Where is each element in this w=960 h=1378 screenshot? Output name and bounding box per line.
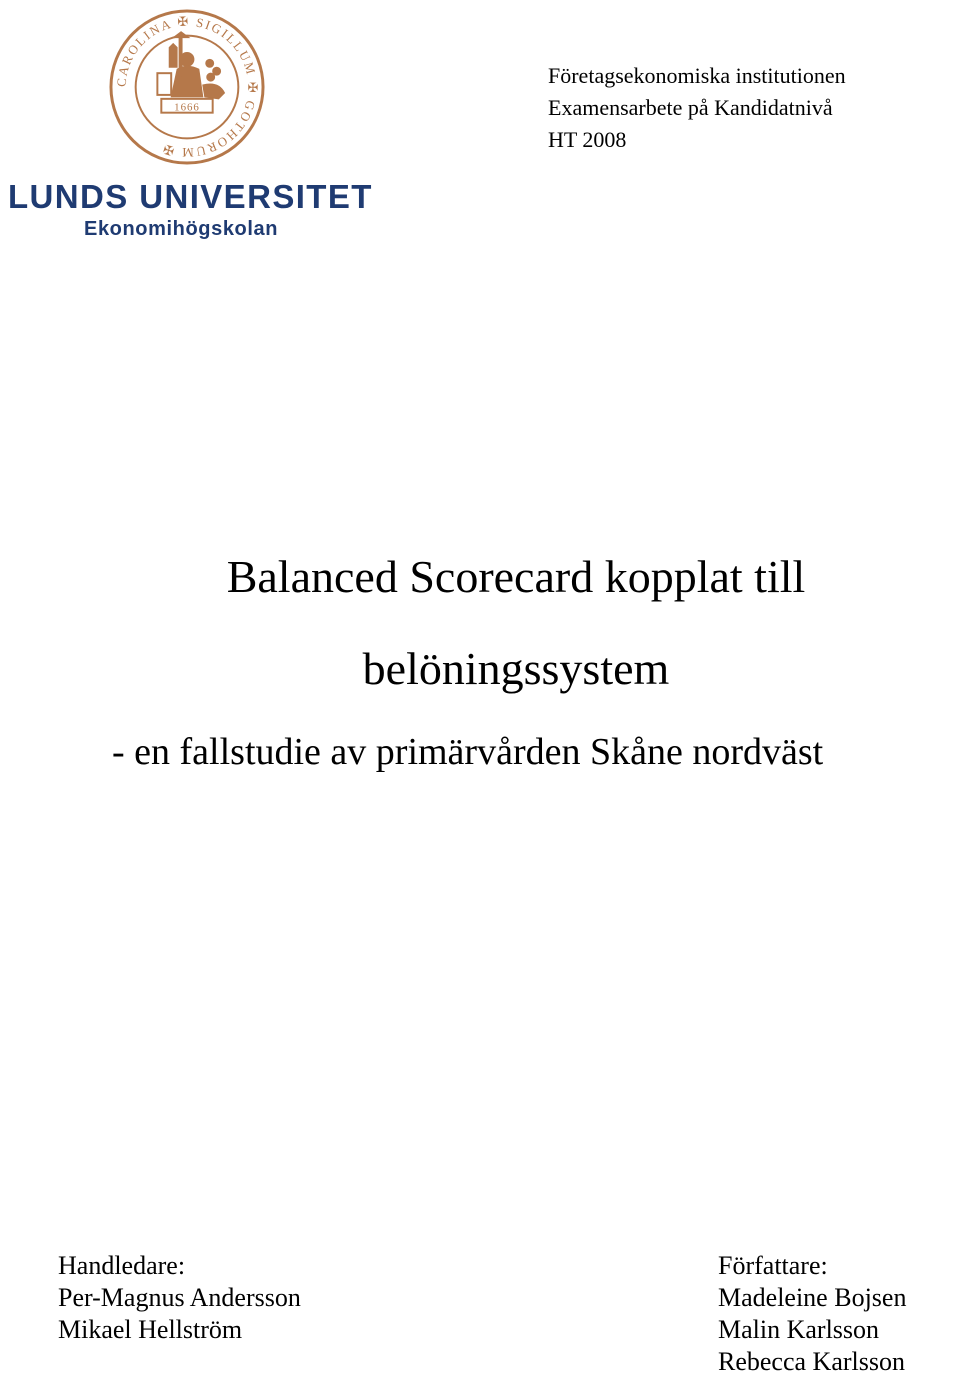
seal-text: CAROLINA ✠ SIGILLUM ✠ GOTHORUM ✠ <box>114 14 260 160</box>
authors-heading: Författare: <box>718 1251 828 1280</box>
subtitle: - en fallstudie av primärvården Skåne nordväst <box>112 731 824 773</box>
supervisors-block <box>58 1250 301 1346</box>
supervisor-name: Mikael Hellström <box>58 1315 243 1344</box>
supervisor-name: Per-Magnus Andersson <box>58 1283 301 1312</box>
title-line-2: belöningssystem <box>362 643 670 694</box>
term-text: HT 2008 <box>548 127 627 152</box>
school-name: Ekonomihögskolan <box>84 218 279 240</box>
authors-block <box>718 1250 906 1378</box>
level-text: Examensarbete på Kandidatnivå <box>548 95 833 120</box>
author-name: Rebecca Karlsson <box>718 1347 905 1376</box>
university-wordmark: LUNDS UNIVERSITET <box>8 178 373 215</box>
seal-year: 1666 <box>174 101 200 114</box>
document-meta <box>548 60 846 156</box>
title-line-1: Balanced Scorecard kopplat till <box>226 551 806 602</box>
author-name: Madeleine Bojsen <box>718 1283 907 1312</box>
supervisors-heading: Handledare: <box>58 1251 186 1280</box>
author-name: Malin Karlsson <box>718 1315 880 1344</box>
university-seal-logo <box>108 8 266 166</box>
department-text: Företagsekonomiska institutionen <box>548 63 846 88</box>
